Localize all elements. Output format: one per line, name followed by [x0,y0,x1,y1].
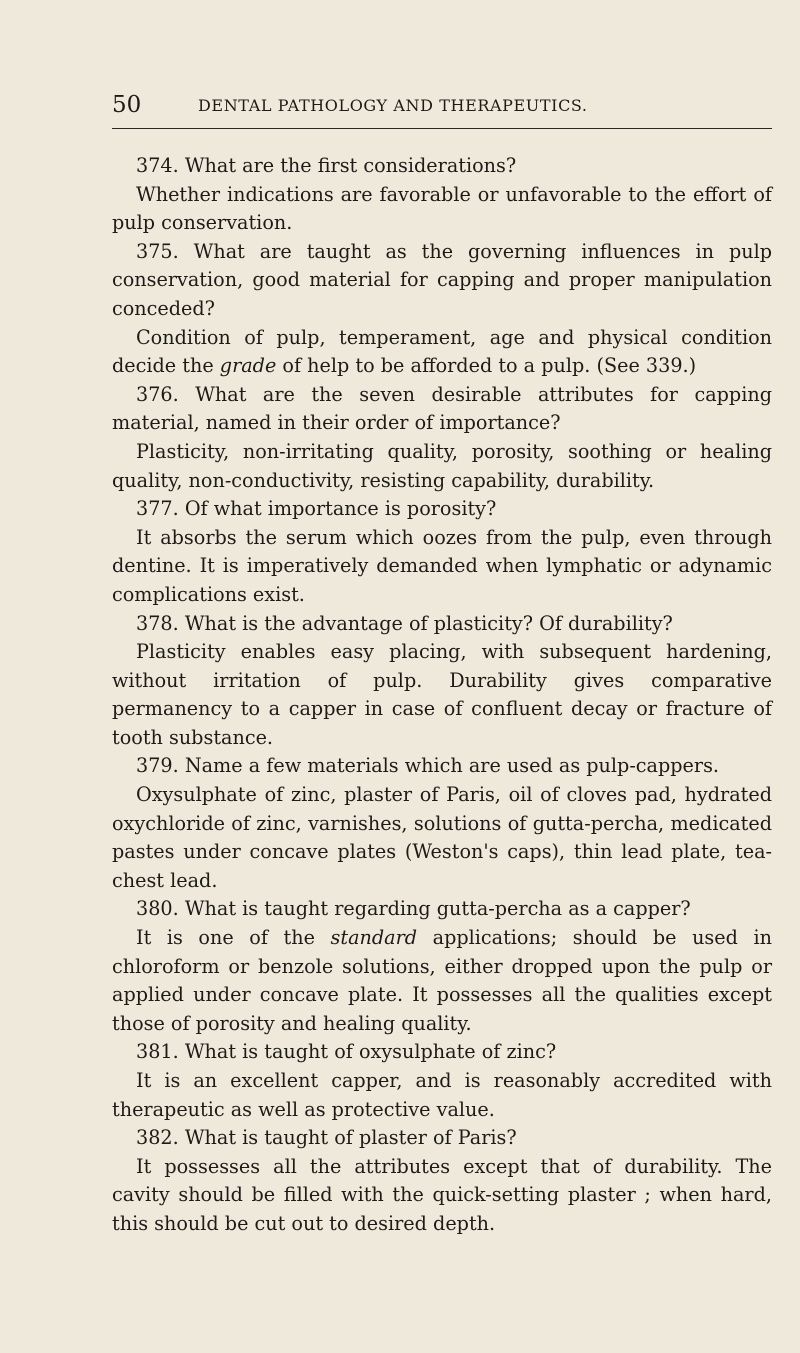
question-381: 381. What is taught of oxysulphate of zinc? [136,1040,557,1064]
answer-375: Condition of pulp, temperament, age and physical condition decide the grade of help to be afforded to a pulp. (See 339.) [112,325,772,378]
answer-374: Whether indications are favorable or unfavorable to the effort of pulp conservation. [112,182,772,235]
question-377: 377. Of what importance is porosity? [136,497,497,521]
question-379: 379. Name a few materials which are used as pulp-cappers. [136,754,720,778]
question-382: 382. What is taught of plaster of Paris? [136,1126,517,1150]
answer-382: It possesses all the attributes except that of durability. The cavity should be filled with the quick-setting plaster ; when hard, this should be cut out to desired depth. [112,1154,772,1235]
question-374: 374. What are the first considerations? [136,154,517,177]
answer-378: Plasticity enables easy placing, with subsequent hardening, without irritation of pulp. Durability gives comparative permanency to a capper in case of confluent decay or fracture of tooth substance. [112,640,772,749]
answer-379: Oxysulphate of zinc, plaster of Paris, oil of cloves pad, hydrated oxychloride of zinc, varnishes, solutions of gutta-percha, medicated pastes under concave plates (Weston's caps), thin lead plate, tea-chest lead. [112,783,772,892]
question-376: 376. What are the seven desirable attributes for capping material, named in their order of importance? [112,382,772,435]
answer-377: It absorbs the serum which oozes from the pulp, even through dentine. It is imperatively demanded when lymphatic or adynamic complications exist. [112,525,772,606]
page-number: 50 [112,92,142,118]
body-text [112,152,772,1239]
question-378: 378. What is the advantage of plasticity? Of durability? [136,611,673,635]
question-380: 380. What is taught regarding gutta-percha as a capper? [136,897,691,921]
answer-376: Plasticity, non-irritating quality, porosity, soothing or healing quality, non-conductivity, resisting capability, durability. [112,439,772,492]
question-375: 375. What are taught as the governing influences in pulp conservation, good material for capping and proper manipulation conceded? [112,239,772,320]
answer-380: It is one of the standard applications; should be used in chloroform or benzole solutions, either dropped upon the pulp or applied under concave plate. It possesses all the qualities except those of porosity and healing quality. [112,926,772,1035]
answer-381: It is an excellent capper, and is reasonably accredited with therapeutic as well as protective value. [112,1069,772,1121]
emphasis-grade: grade [219,354,277,378]
emphasis-standard: standard [330,926,418,950]
page-header [112,90,772,120]
running-title: DENTAL PATHOLOGY AND THERAPEUTICS. [198,96,588,115]
header-rule [112,128,772,129]
